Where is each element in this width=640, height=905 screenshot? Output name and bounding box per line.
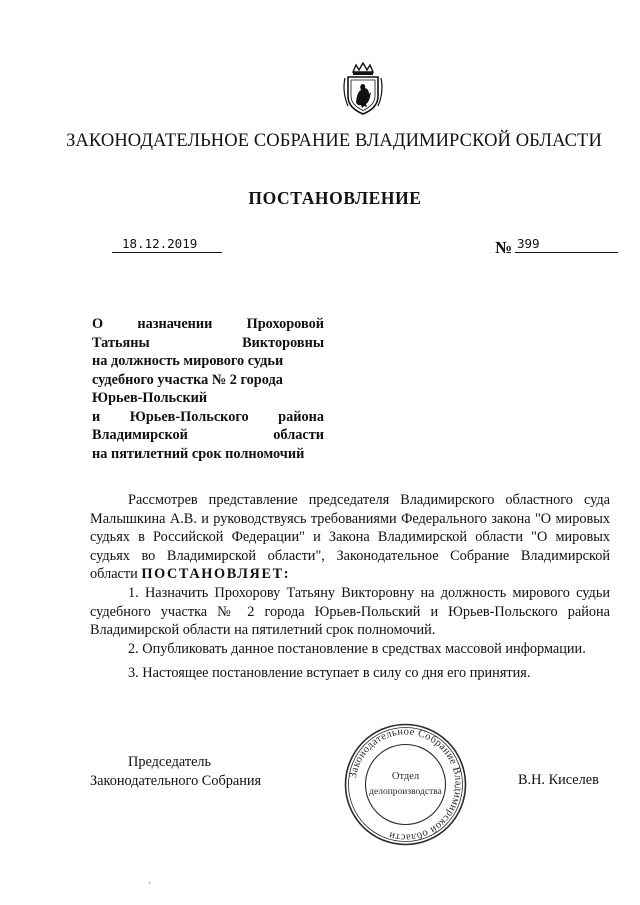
office-stamp (343, 722, 468, 847)
signatory-name: В.Н. Киселев (518, 772, 599, 788)
subject-line: на должность мирового судьи (92, 353, 284, 369)
document-type: ПОСТАНОВЛЕНИЕ (248, 188, 422, 208)
subject-line: Юрьев-Польский (92, 390, 208, 406)
stamp-center-line-1: Отдел (391, 771, 420, 782)
subject-line: Владимирской области (92, 427, 324, 443)
coat-of-arms-icon (340, 62, 386, 116)
item-2: 2. Опубликовать данное постановление в средствах массовой информации. (128, 640, 586, 657)
subject-line: на пятилетний срок полномочий (92, 445, 305, 462)
preamble-paragraph: Рассмотрев представление председателя Владимирского областного суда Малышкина А.В. и руководствуясь требованиями Федерального закона "О мировых судьях в Российской Федерации" и Закона Владимирской области "О мировых судьях во Владимирской области", Законодательное Собрание Владимирской области ПОСТАНОВЛЯЕТ: (90, 492, 610, 583)
subject-line: судебного участка № 2 города (92, 371, 283, 388)
number-sign: № (495, 238, 513, 257)
resolves-keyword: ПОСТАНОВЛЯЕТ: (141, 566, 291, 583)
item-3: 3. Настоящее постановление вступает в силу со дня его принятия. (128, 665, 531, 682)
signatory-role: Председатель Законодательного Собрания (90, 754, 262, 789)
document-number: 399 (515, 236, 618, 253)
stray-mark: ` (148, 882, 152, 893)
subject-block (92, 315, 324, 463)
stamp-center-line-2: делопроизводства (369, 787, 442, 797)
organization-title: ЗАКОНОДАТЕЛЬНОЕ СОБРАНИЕ ВЛАДИМИРСКОЙ ОБЛАСТИ (66, 131, 602, 151)
document-body (90, 491, 610, 683)
stamp-ring-text: Законодательное Собрание Владимирской области (347, 726, 464, 843)
subject-line: О назначении Прохоровой (92, 316, 324, 332)
subject-line: Татьяны Викторовны (92, 334, 324, 351)
document-date: 18.12.2019 (112, 236, 222, 253)
item-1: 1. Назначить Прохорову Татьяну Викторовну на должность мирового судьи судебного участка № 2 города Юрьев-Польский и Юрьев-Польского района Владимирской области на пятилетний срок полномочий. (90, 584, 610, 639)
subject-line: и Юрьев-Польского района (92, 408, 324, 425)
